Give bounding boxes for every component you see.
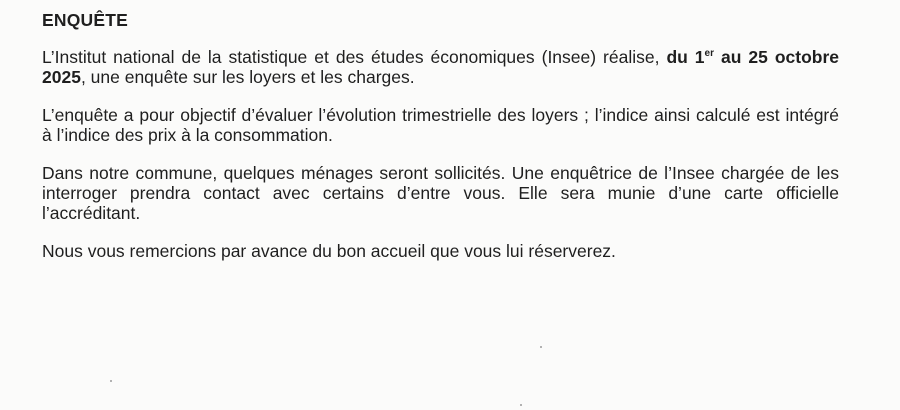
- paragraph-households: Dans notre commune, quelques ménages seront sollicités. Une enquêtrice de l’Insee chargée de les interroger prendra contact avec certains d’entre vous. Elle sera munie d’une carte officielle l’accréditant.: [42, 163, 839, 223]
- ordinal-superscript: er: [704, 48, 714, 59]
- paragraph-text: , une enquête sur les loyers et les charges.: [80, 67, 415, 87]
- document-title: ENQUÊTE: [42, 10, 128, 30]
- paragraph-survey-dates: [42, 47, 839, 87]
- scan-speck: [520, 404, 522, 406]
- paragraph-thanks: Nous vous remercions par avance du bon accueil que vous lui réserverez.: [42, 241, 616, 261]
- paragraph-objective: L’enquête a pour objectif d’évaluer l’évolution trimestrielle des loyers ; l’indice ainsi calculé est intégré à l’indice des prix à la consommation.: [42, 105, 839, 145]
- scan-speck: [540, 346, 542, 348]
- scan-speck: [110, 380, 112, 382]
- date-start-text: du 1: [666, 47, 705, 67]
- paragraph-text: L’Institut national de la statistique et des études économiques (Insee) réalise,: [42, 47, 667, 67]
- date-end-text: au 25 octobre 2025: [42, 47, 839, 87]
